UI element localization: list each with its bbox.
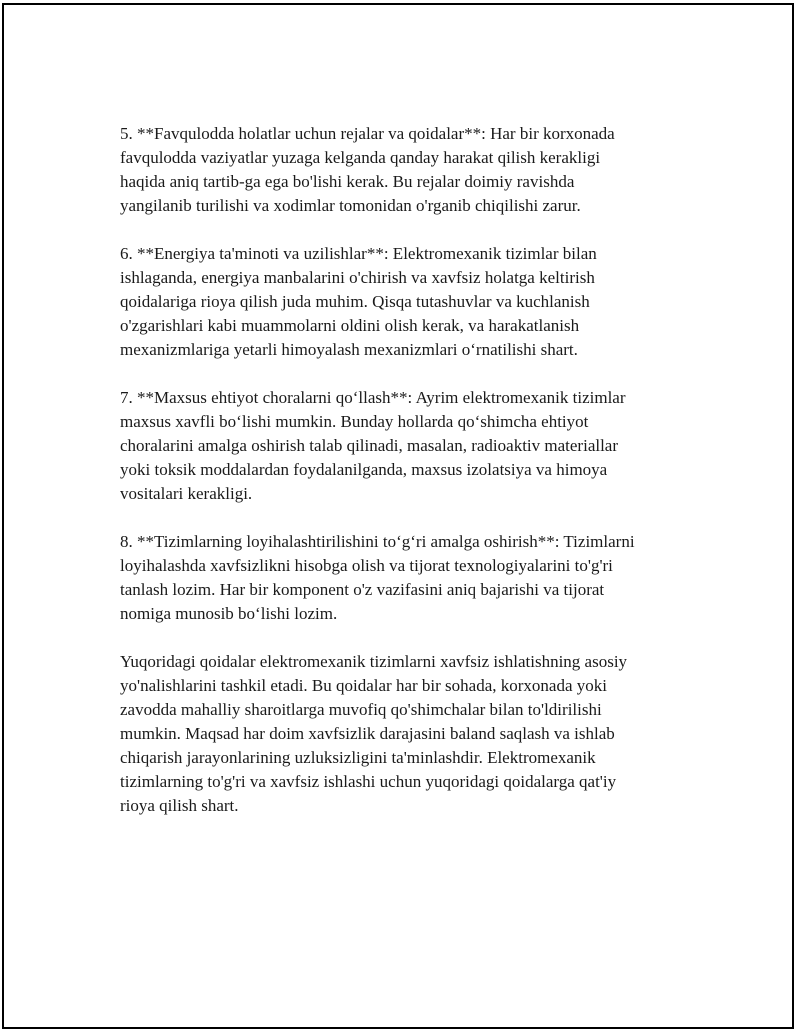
paragraph-special-precautions <box>120 386 695 506</box>
text-line: zavodda mahalliy sharoitlarga muvofiq qo'shimchalar bilan to'ldirilishi <box>120 700 602 719</box>
text-line: o'zgarishlari kabi muammolarni oldini olish kerak, va harakatlanish <box>120 316 580 335</box>
text-line: chiqarish jarayonlarining uzluksizligini ta'minlashdir. Elektromexanik <box>120 748 596 767</box>
document-body <box>120 122 695 842</box>
text-line: yangilanib turilishi va xodimlar tomonidan o'rganib chiqilishi zarur. <box>120 196 581 215</box>
text-line: rioya qilish shart. <box>120 796 239 815</box>
text-line: 7. **Maxsus ehtiyot choralarni qoʻllash**: Ayrim elektromexanik tizimlar <box>120 388 626 407</box>
text-line: maxsus xavfli boʻlishi mumkin. Bunday hollarda qoʻshimcha ehtiyot <box>120 412 589 431</box>
text-line: vositalari kerakligi. <box>120 484 253 503</box>
paragraph-emergency-plans <box>120 122 695 218</box>
text-line: Yuqoridagi qoidalar elektromexanik tizimlarni xavfsiz ishlatishning asosiy <box>120 652 628 671</box>
text-line: 8. **Tizimlarning loyihalashtirilishini toʻgʻri amalga oshirish**: Tizimlarni <box>120 532 635 551</box>
paragraph-system-design <box>120 530 695 626</box>
text-line: qoidalariga rioya qilish juda muhim. Qisqa tutashuvlar va kuchlanish <box>120 292 590 311</box>
text-line: choralarini amalga oshirish talab qilinadi, masalan, radioaktiv materiallar <box>120 436 619 455</box>
text-line: 6. **Energiya ta'minoti va uzilishlar**: Elektromexanik tizimlar bilan <box>120 244 597 263</box>
text-line: mumkin. Maqsad har doim xavfsizlik darajasini baland saqlash va ishlab <box>120 724 615 743</box>
text-line: 5. **Favqulodda holatlar uchun rejalar va qoidalar**: Har bir korxonada <box>120 124 615 143</box>
text-line: yo'nalishlarini tashkil etadi. Bu qoidalar har bir sohada, korxonada yoki <box>120 676 607 695</box>
document-page <box>2 3 794 1029</box>
text-line: ishlaganda, energiya manbalarini o'chirish va xavfsiz holatga keltirish <box>120 268 595 287</box>
text-line: tizimlarning to'g'ri va xavfsiz ishlashi uchun yuqoridagi qoidalarga qat'iy <box>120 772 617 791</box>
paragraph-energy-supply <box>120 242 695 362</box>
text-line: favqulodda vaziyatlar yuzaga kelganda qanday harakat qilish kerakligi <box>120 148 601 167</box>
text-line: nomiga munosib boʻlishi lozim. <box>120 604 338 623</box>
paragraph-conclusion <box>120 650 695 818</box>
text-line: yoki toksik moddalardan foydalanilganda, maxsus izolatsiya va himoya <box>120 460 608 479</box>
text-line: loyihalashda xavfsizlikni hisobga olish va tijorat texnologiyalarini to'g'ri <box>120 556 613 575</box>
text-line: tanlash lozim. Har bir komponent o'z vazifasini aniq bajarishi va tijorat <box>120 580 605 599</box>
text-line: haqida aniq tartib-ga ega bo'lishi kerak. Bu rejalar doimiy ravishda <box>120 172 575 191</box>
text-line: mexanizmlariga yetarli himoyalash mexanizmlari oʻrnatilishi shart. <box>120 340 578 359</box>
